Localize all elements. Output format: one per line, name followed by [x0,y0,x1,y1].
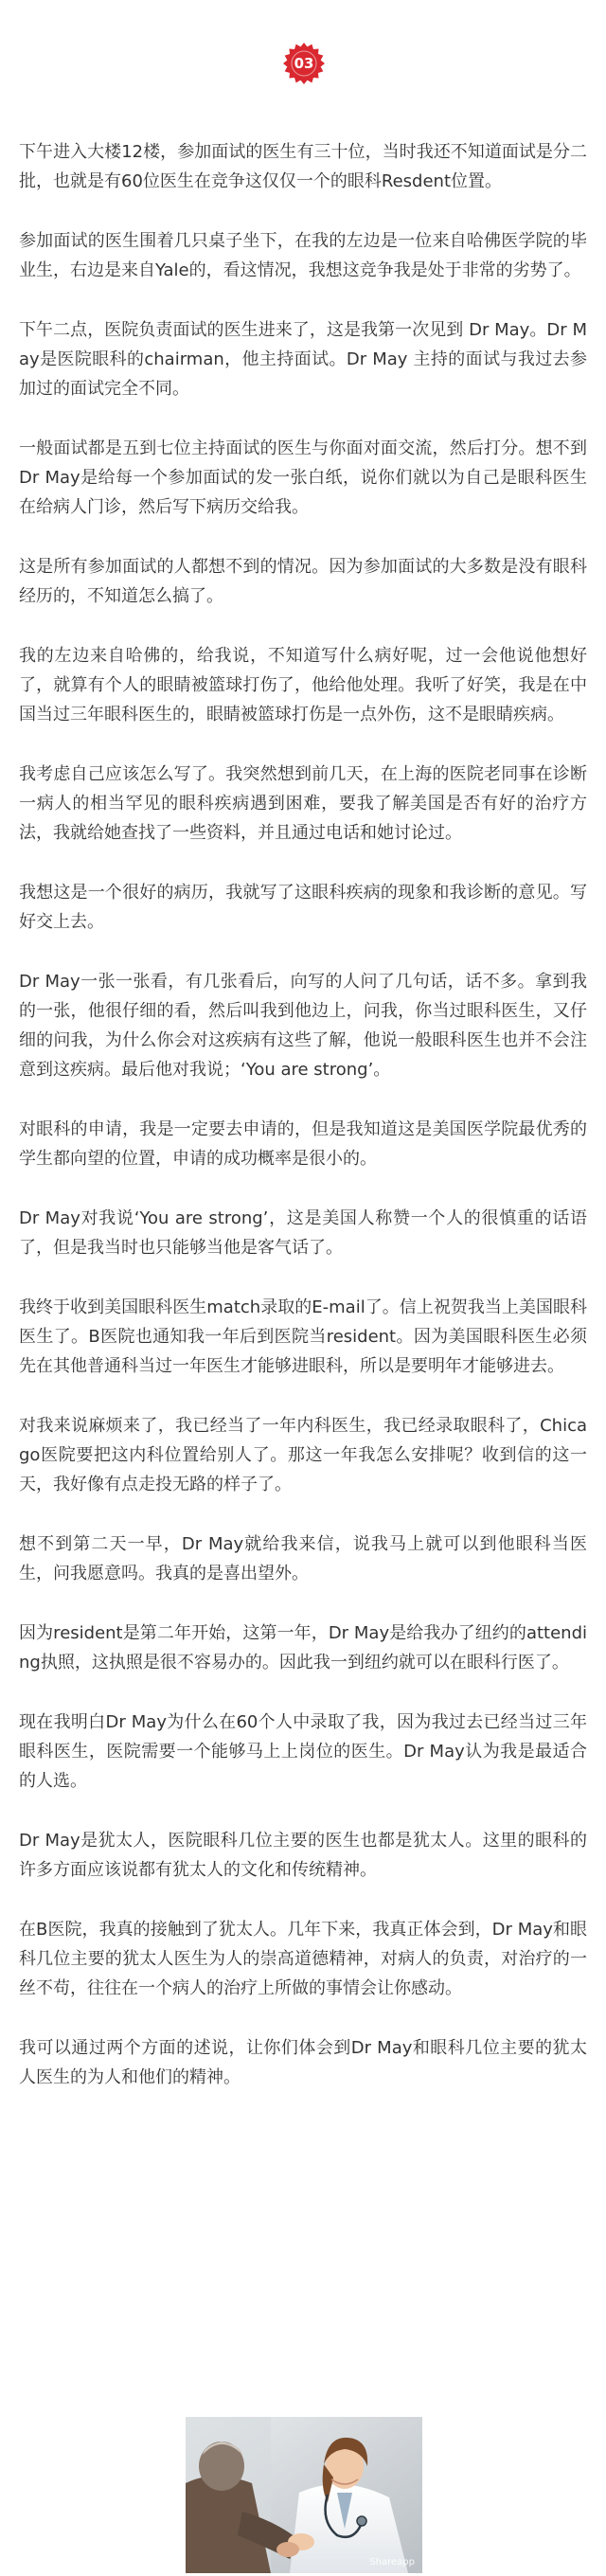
paragraph-5: 这是所有参加面试的人都想不到的情况。因为参加面试的大多数是没有眼科经历的，不知道怎么搞了。 [19,557,587,606]
paragraph-19: 我可以通过两个方面的述说，让你们体会到Dr May和眼科几位主要的犹太人医生的为人和他们的精神。 [19,2038,587,2087]
paragraph-14: 想不到第二天一早，Dr May就给我来信，说我马上就可以到他眼科当医生，问我愿意吗。我真的是喜出望外。 [19,1534,587,1583]
paragraph-18: 在B医院，我真的接触到了犹太人。几年下来，我真正体会到，Dr May和眼科几位主要的犹太人医生为人的崇高道德精神，对病人的负责，对治疗的一丝不苟，往往在一个病人的治疗上所做的事情会让你感动。 [19,1920,587,1998]
section-number-badge [0,42,606,89]
paragraph-13: 对我来说麻烦来了，我已经当了一年内科医生，我已经录取眼科了，Chicago医院要把这内科位置给别人了。那这一年我怎么安排呢？收到信的这一天，我好像有点走投无路的样子了。 [19,1416,587,1494]
paragraph-8: 我想这是一个很好的病历，我就写了这眼科疾病的现象和我诊断的意见。写好交上去。 [19,883,587,932]
paragraph-15: 因为resident是第二年开始，这第一年，Dr May是给我办了纽约的attending执照，这执照是很不容易办的。因此我一到纽约就可以在眼科行医了。 [19,1623,587,1673]
badge-number: 03 [294,55,314,72]
paragraph-17: Dr May是犹太人，医院眼科几位主要的医生也都是犹太人。这里的眼科的许多方面应该说都有犹太人的文化和传统精神。 [19,1831,587,1880]
paragraph-4: 一般面试都是五到七位主持面试的医生与你面对面交流，然后打分。想不到Dr May是给每一个参加面试的发一张白纸，说你们就以为自己是眼科医生在给病人门诊，然后写下病历交给我。 [19,438,587,517]
paragraph-1: 下午进入大楼12楼，参加面试的医生有三十位，当时我还不知道面试是分二批，也就是有60位医生在竞争这仅仅一个的眼科Resdent位置。 [19,142,587,191]
paragraph-6: 我的左边来自哈佛的，给我说，不知道写什么病好呢，过一会他说他想好了，就算有个人的眼睛被篮球打伤了，他给他处理。我听了好笑，我是在中国当过三年眼科医生的，眼睛被篮球打伤是一点外伤，这不是眼睛疾病。 [19,646,587,724]
paragraph-16: 现在我明白Dr May为什么在60个人中录取了我，因为我过去已经当过三年眼科医生，医院需要一个能够马上上岗位的医生。Dr May认为我是最适合的人选。 [19,1712,587,1791]
photo-illustration [186,2417,422,2573]
paragraph-2: 参加面试的医生围着几只桌子坐下，在我的左边是一位来自哈佛医学院的毕业生，右边是来自Yale的，看这情况，我想这竞争我是处于非常的劣势了。 [19,231,587,280]
paragraph-7: 我考虑自己应该怎么写了。我突然想到前几天，在上海的医院老同事在诊断一病人的相当罕见的眼科疾病遇到困难，要我了解美国是否有好的治疗方法，我就给她查找了一些资料，并且通过电话和她讨论过。 [19,764,587,843]
article-body [19,137,587,2122]
doctor-patient-photo [186,2417,422,2573]
paragraph-10: 对眼科的申请，我是一定要去申请的，但是我知道这是美国医学院最优秀的学生都向望的位置，申请的成功概率是很小的。 [19,1119,587,1169]
paragraph-12: 我终于收到美国眼科医生match录取的E-mail了。信上祝贺我当上美国眼科医生了。B医院也通知我一年后到医院当resident。因为美国眼科医生必须先在其他普通科当过一年医生才能够进眼科，所以是要明年才能够进去。 [19,1297,587,1376]
paragraph-11: Dr May对我说‘You are strong’，这是美国人称赞一个人的很慎重的话语了，但是我当时也只能够当他是客气话了。 [19,1208,587,1258]
photo-watermark: Shareapp [369,2557,415,2567]
paragraph-9: Dr May一张一张看，有几张看后，向写的人问了几句话，话不多。拿到我的一张，他很仔细的看，然后叫我到他边上，问我，你当过眼科医生，又仔细的问我，为什么你会对这疾病有这些了解，他说一般眼科医生也并不会注意到这疾病。最后他对我说；‘You are strong’。 [19,972,587,1080]
paragraph-3: 下午二点，医院负责面试的医生进来了，这是我第一次见到 Dr May。Dr May是医院眼科的chairman，他主持面试。Dr May 主持的面试与我过去参加过的面试完全不同。 [19,320,587,399]
